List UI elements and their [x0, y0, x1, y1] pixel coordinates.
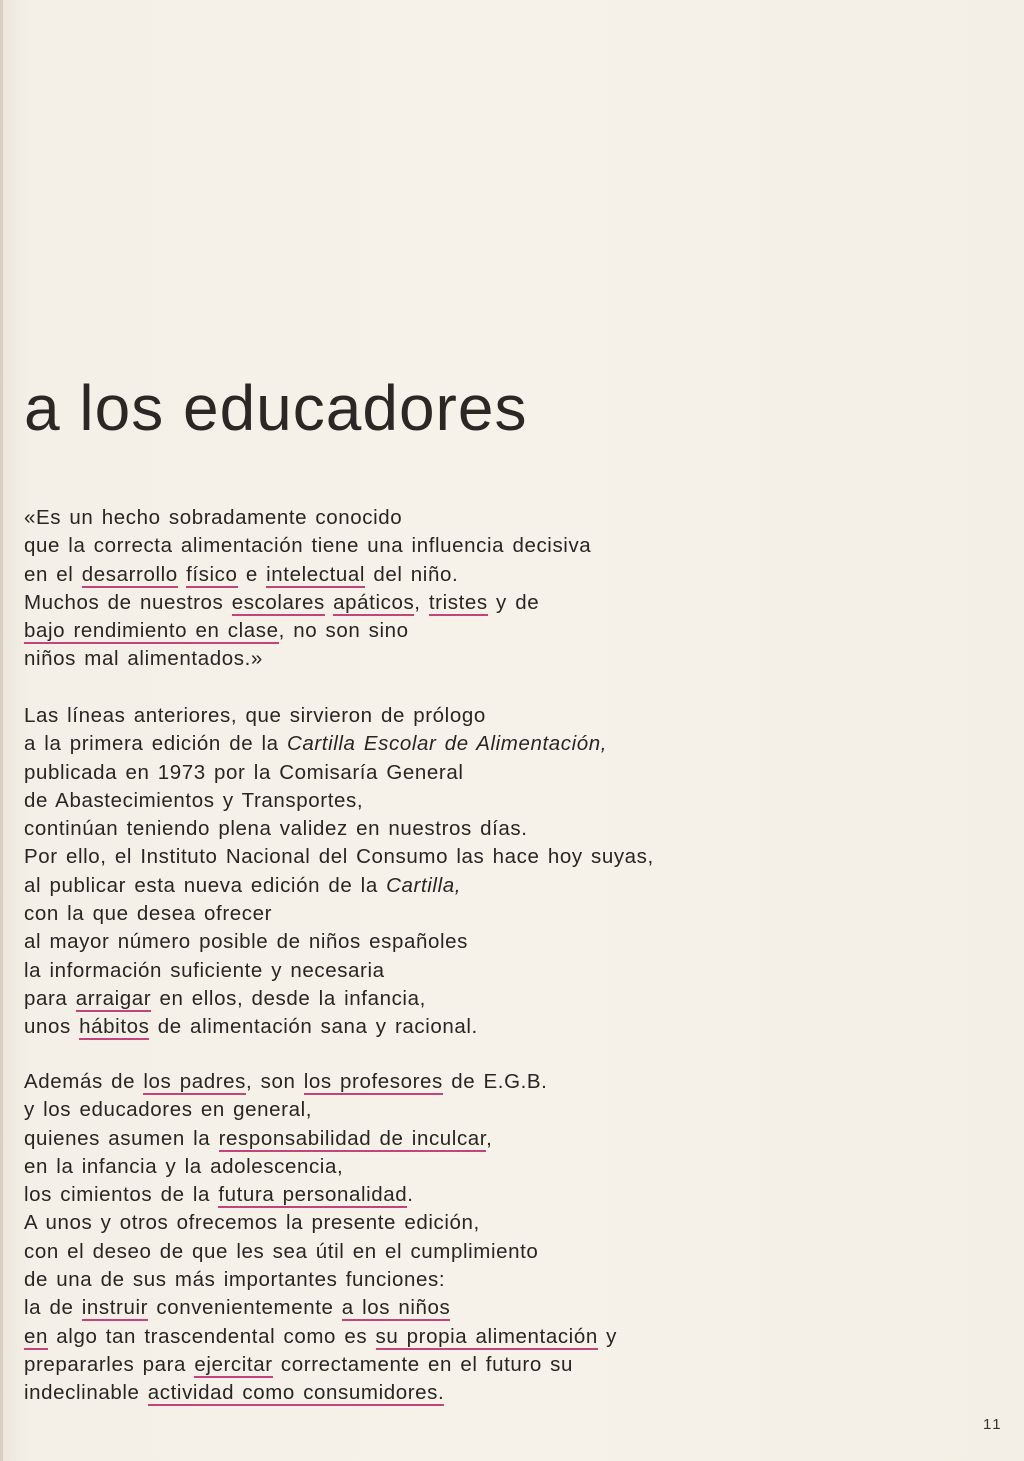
- body-line: [24, 730, 654, 758]
- page-number: 11: [983, 1416, 1003, 1433]
- text-span: de E.G.B.: [442, 1070, 548, 1093]
- body-line: al mayor número posible de niños españoles: [24, 930, 469, 954]
- underlined-phrase: a los niños: [341, 1296, 451, 1320]
- text-span: a la primera edición de la: [24, 732, 287, 756]
- text-span: .: [407, 1183, 414, 1207]
- body-line: con el deseo de que les sea útil en el cumplimiento: [24, 1239, 539, 1263]
- quote-line: [24, 589, 591, 617]
- body-line: [24, 1013, 654, 1041]
- body-line: [24, 1294, 617, 1322]
- body-line: [24, 1125, 617, 1153]
- underlined-word: intelectual: [266, 562, 366, 586]
- closing-paragraph: [24, 1068, 617, 1408]
- underlined-phrase: bajo rendimiento en clase: [24, 619, 279, 643]
- body-line: [24, 1323, 617, 1351]
- body-line: [24, 1379, 617, 1407]
- body-line: la información suficiente y necesaria: [24, 958, 385, 982]
- underlined-word: arraigar: [75, 986, 152, 1010]
- body-line: [24, 985, 654, 1013]
- underlined-word: tristes: [428, 590, 488, 614]
- text-span: prepararles para: [24, 1352, 195, 1376]
- text-span: , son: [246, 1070, 304, 1093]
- text-span: para: [24, 986, 76, 1010]
- quote-paragraph: [24, 504, 591, 674]
- text-span: convenientemente: [148, 1296, 342, 1320]
- body-line: de una de sus más importantes funciones:: [24, 1268, 446, 1292]
- text-span: al publicar esta nueva edición de la: [24, 873, 387, 897]
- underlined-word: físico: [186, 562, 238, 586]
- quote-line: [24, 617, 591, 645]
- page-title: a los educadores: [24, 372, 528, 444]
- quote-line: «Es un hecho sobradamente conocido: [24, 506, 403, 529]
- underlined-phrase: su propia alimentación: [375, 1324, 598, 1348]
- underlined-word: hábitos: [79, 1015, 150, 1039]
- body-line: [24, 1068, 617, 1096]
- underlined-phrase: responsabilidad de inculcar: [218, 1126, 487, 1150]
- body-line: A unos y otros ofrecemos la presente edición,: [24, 1211, 480, 1235]
- text-span: ,: [414, 590, 429, 614]
- quote-line: que la correcta alimentación tiene una influencia decisiva: [24, 534, 592, 558]
- text-span: del niño.: [365, 562, 459, 586]
- text-span: indeclinable: [24, 1381, 148, 1405]
- text-span: los cimientos de la: [24, 1183, 219, 1207]
- text-span: [325, 591, 333, 614]
- text-span: [178, 563, 186, 586]
- book-title-italic: Cartilla,: [386, 873, 462, 897]
- quote-line: niños mal alimentados.»: [24, 647, 263, 671]
- body-line: en la infancia y la adolescencia,: [24, 1154, 344, 1178]
- body-line: Por ello, el Instituto Nacional del Consumo las hace hoy suyas,: [24, 845, 654, 869]
- text-span: unos: [24, 1015, 80, 1039]
- intro-paragraph: [24, 702, 654, 1042]
- text-span: , no son sino: [278, 619, 409, 643]
- text-span: Muchos de nuestros: [24, 590, 232, 614]
- text-span: quienes asumen la: [24, 1126, 219, 1150]
- body-line: y los educadores en general,: [24, 1098, 313, 1122]
- underlined-phrase: actividad como consumidores.: [147, 1381, 445, 1405]
- text-span: correctamente en el futuro su: [272, 1352, 573, 1376]
- underlined-word: ejercitar: [194, 1352, 273, 1376]
- body-line: Las líneas anteriores, que sirvieron de prólogo: [24, 704, 486, 727]
- underlined-phrase: futura personalidad: [218, 1183, 408, 1207]
- text-span: ,: [486, 1126, 493, 1150]
- underlined-word: desarrollo: [81, 562, 178, 586]
- underlined-word: escolares: [231, 590, 325, 614]
- body-line: [24, 872, 654, 900]
- underlined-phrase: los padres: [143, 1070, 246, 1093]
- underlined-phrase: los profesores: [303, 1070, 443, 1093]
- quote-line: [24, 561, 591, 589]
- body-line: continúan teniendo plena validez en nuestros días.: [24, 817, 528, 841]
- text-span: de alimentación sana y racional.: [149, 1015, 478, 1039]
- body-line: publicada en 1973 por la Comisaría General: [24, 760, 464, 784]
- body-line: [24, 1351, 617, 1379]
- book-title-italic: Cartilla Escolar de Alimentación,: [286, 732, 608, 756]
- text-span: y: [597, 1324, 617, 1348]
- body-line: [24, 1181, 617, 1209]
- body-line: con la que desea ofrecer: [24, 902, 273, 926]
- text-span: e: [237, 562, 267, 586]
- underlined-word: apáticos: [333, 590, 415, 614]
- page-spine-shadow: [0, 0, 3, 1461]
- text-span: y de: [487, 590, 540, 614]
- text-span: la de: [24, 1296, 82, 1320]
- text-span: algo tan trascendental como es: [48, 1324, 376, 1348]
- text-span: en ellos, desde la infancia,: [151, 986, 426, 1010]
- underlined-word: en: [24, 1324, 49, 1348]
- text-span: en el: [24, 562, 82, 586]
- underlined-word: instruir: [81, 1296, 149, 1320]
- body-line: de Abastecimientos y Transportes,: [24, 788, 364, 812]
- text-span: Además de: [24, 1070, 144, 1093]
